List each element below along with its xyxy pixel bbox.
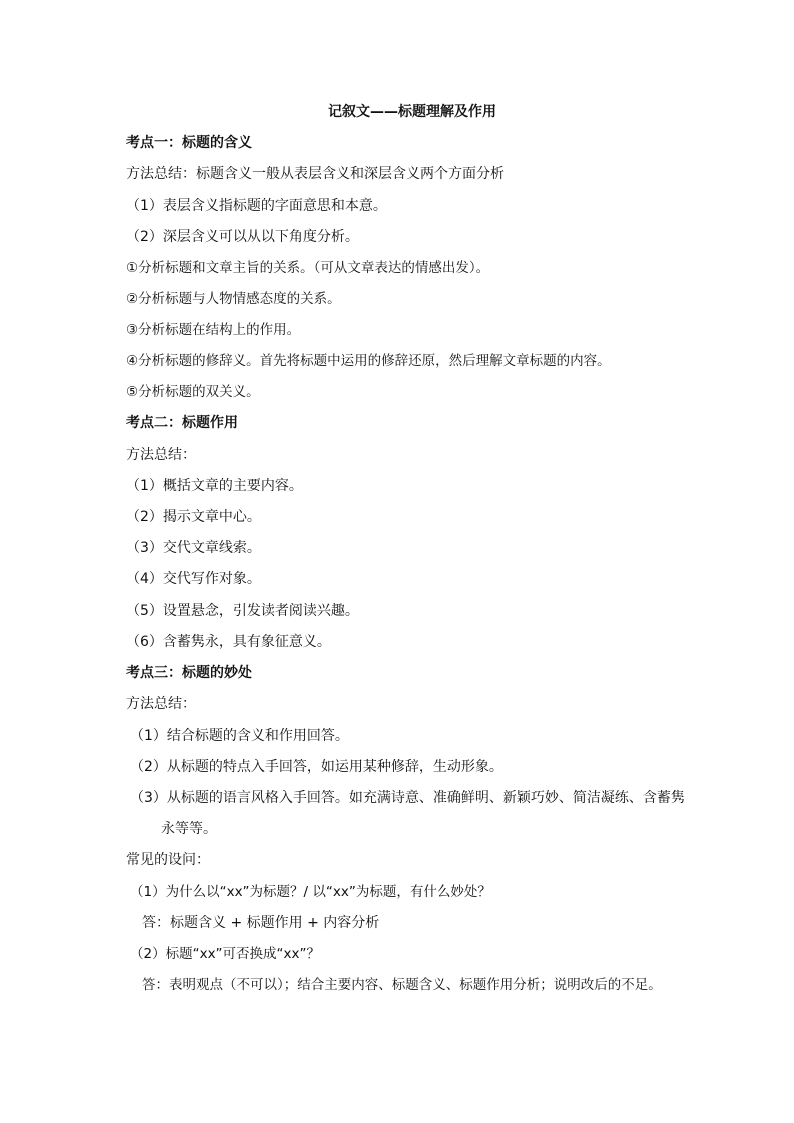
section1-angle2: ②分析标题与人物情感态度的关系。 <box>126 291 341 307</box>
answer-1: 答：标题含义 + 标题作用 + 内容分析 <box>142 915 380 931</box>
section1-angle4: ④分析标题的修辞义。首先将标题中运用的修辞还原，然后理解文章标题的内容。 <box>126 353 611 369</box>
section3-item3-line1: （3）从标题的语言风格入手回答。如充满诗意、准确鲜明、新颖巧妙、简洁凝练、含蓄隽 <box>130 790 685 806</box>
section3-item2: （2）从标题的特点入手回答，如运用某种修辞，生动形象。 <box>130 759 503 775</box>
section1-item1: （1）表层含义指标题的字面意思和本意。 <box>126 198 387 214</box>
section2-item2: （2）揭示文章中心。 <box>126 509 261 525</box>
section3-item3-line2: 永等等。 <box>161 821 217 837</box>
section1-angle5: ⑤分析标题的双关义。 <box>126 384 260 400</box>
section3-summary: 方法总结： <box>126 696 196 712</box>
section1-summary: 方法总结：标题含义一般从表层含义和深层含义两个方面分析 <box>126 166 504 182</box>
section1-angle3: ③分析标题在结构上的作用。 <box>126 322 301 338</box>
section1-angle1: ①分析标题和文章主旨的关系。（可从文章表达的情感出发）。 <box>126 260 490 276</box>
section2-item5: （5）设置悬念，引发读者阅读兴趣。 <box>126 603 359 619</box>
question-2: （2）标题“xx”可否换成“xx”？ <box>130 946 321 962</box>
section3-heading: 考点三：标题的妙处 <box>126 665 252 681</box>
section1-item2: （2）深层含义可以从以下角度分析。 <box>126 229 359 245</box>
section2-item6: （6）含蓄隽永，具有象征意义。 <box>126 634 331 650</box>
common-questions-label: 常见的设问： <box>126 852 210 868</box>
question-1: （1）为什么以“xx”为标题？/ 以“xx”为标题，有什么妙处？ <box>130 884 491 900</box>
section2-item4: （4）交代写作对象。 <box>126 571 261 587</box>
page-title: 记叙文——标题理解及作用 <box>328 104 496 120</box>
section3-item1: （1）结合标题的含义和作用回答。 <box>130 728 349 744</box>
answer-2: 答：表明观点（不可以）；结合主要内容、标题含义、标题作用分析；说明改后的不足。 <box>142 977 662 993</box>
section1-heading: 考点一：标题的含义 <box>126 135 252 151</box>
section2-summary: 方法总结： <box>126 447 196 463</box>
section2-heading: 考点二：标题作用 <box>126 415 238 431</box>
section2-item1: （1）概括文章的主要内容。 <box>126 478 303 494</box>
section2-item3: （3）交代文章线索。 <box>126 540 261 556</box>
